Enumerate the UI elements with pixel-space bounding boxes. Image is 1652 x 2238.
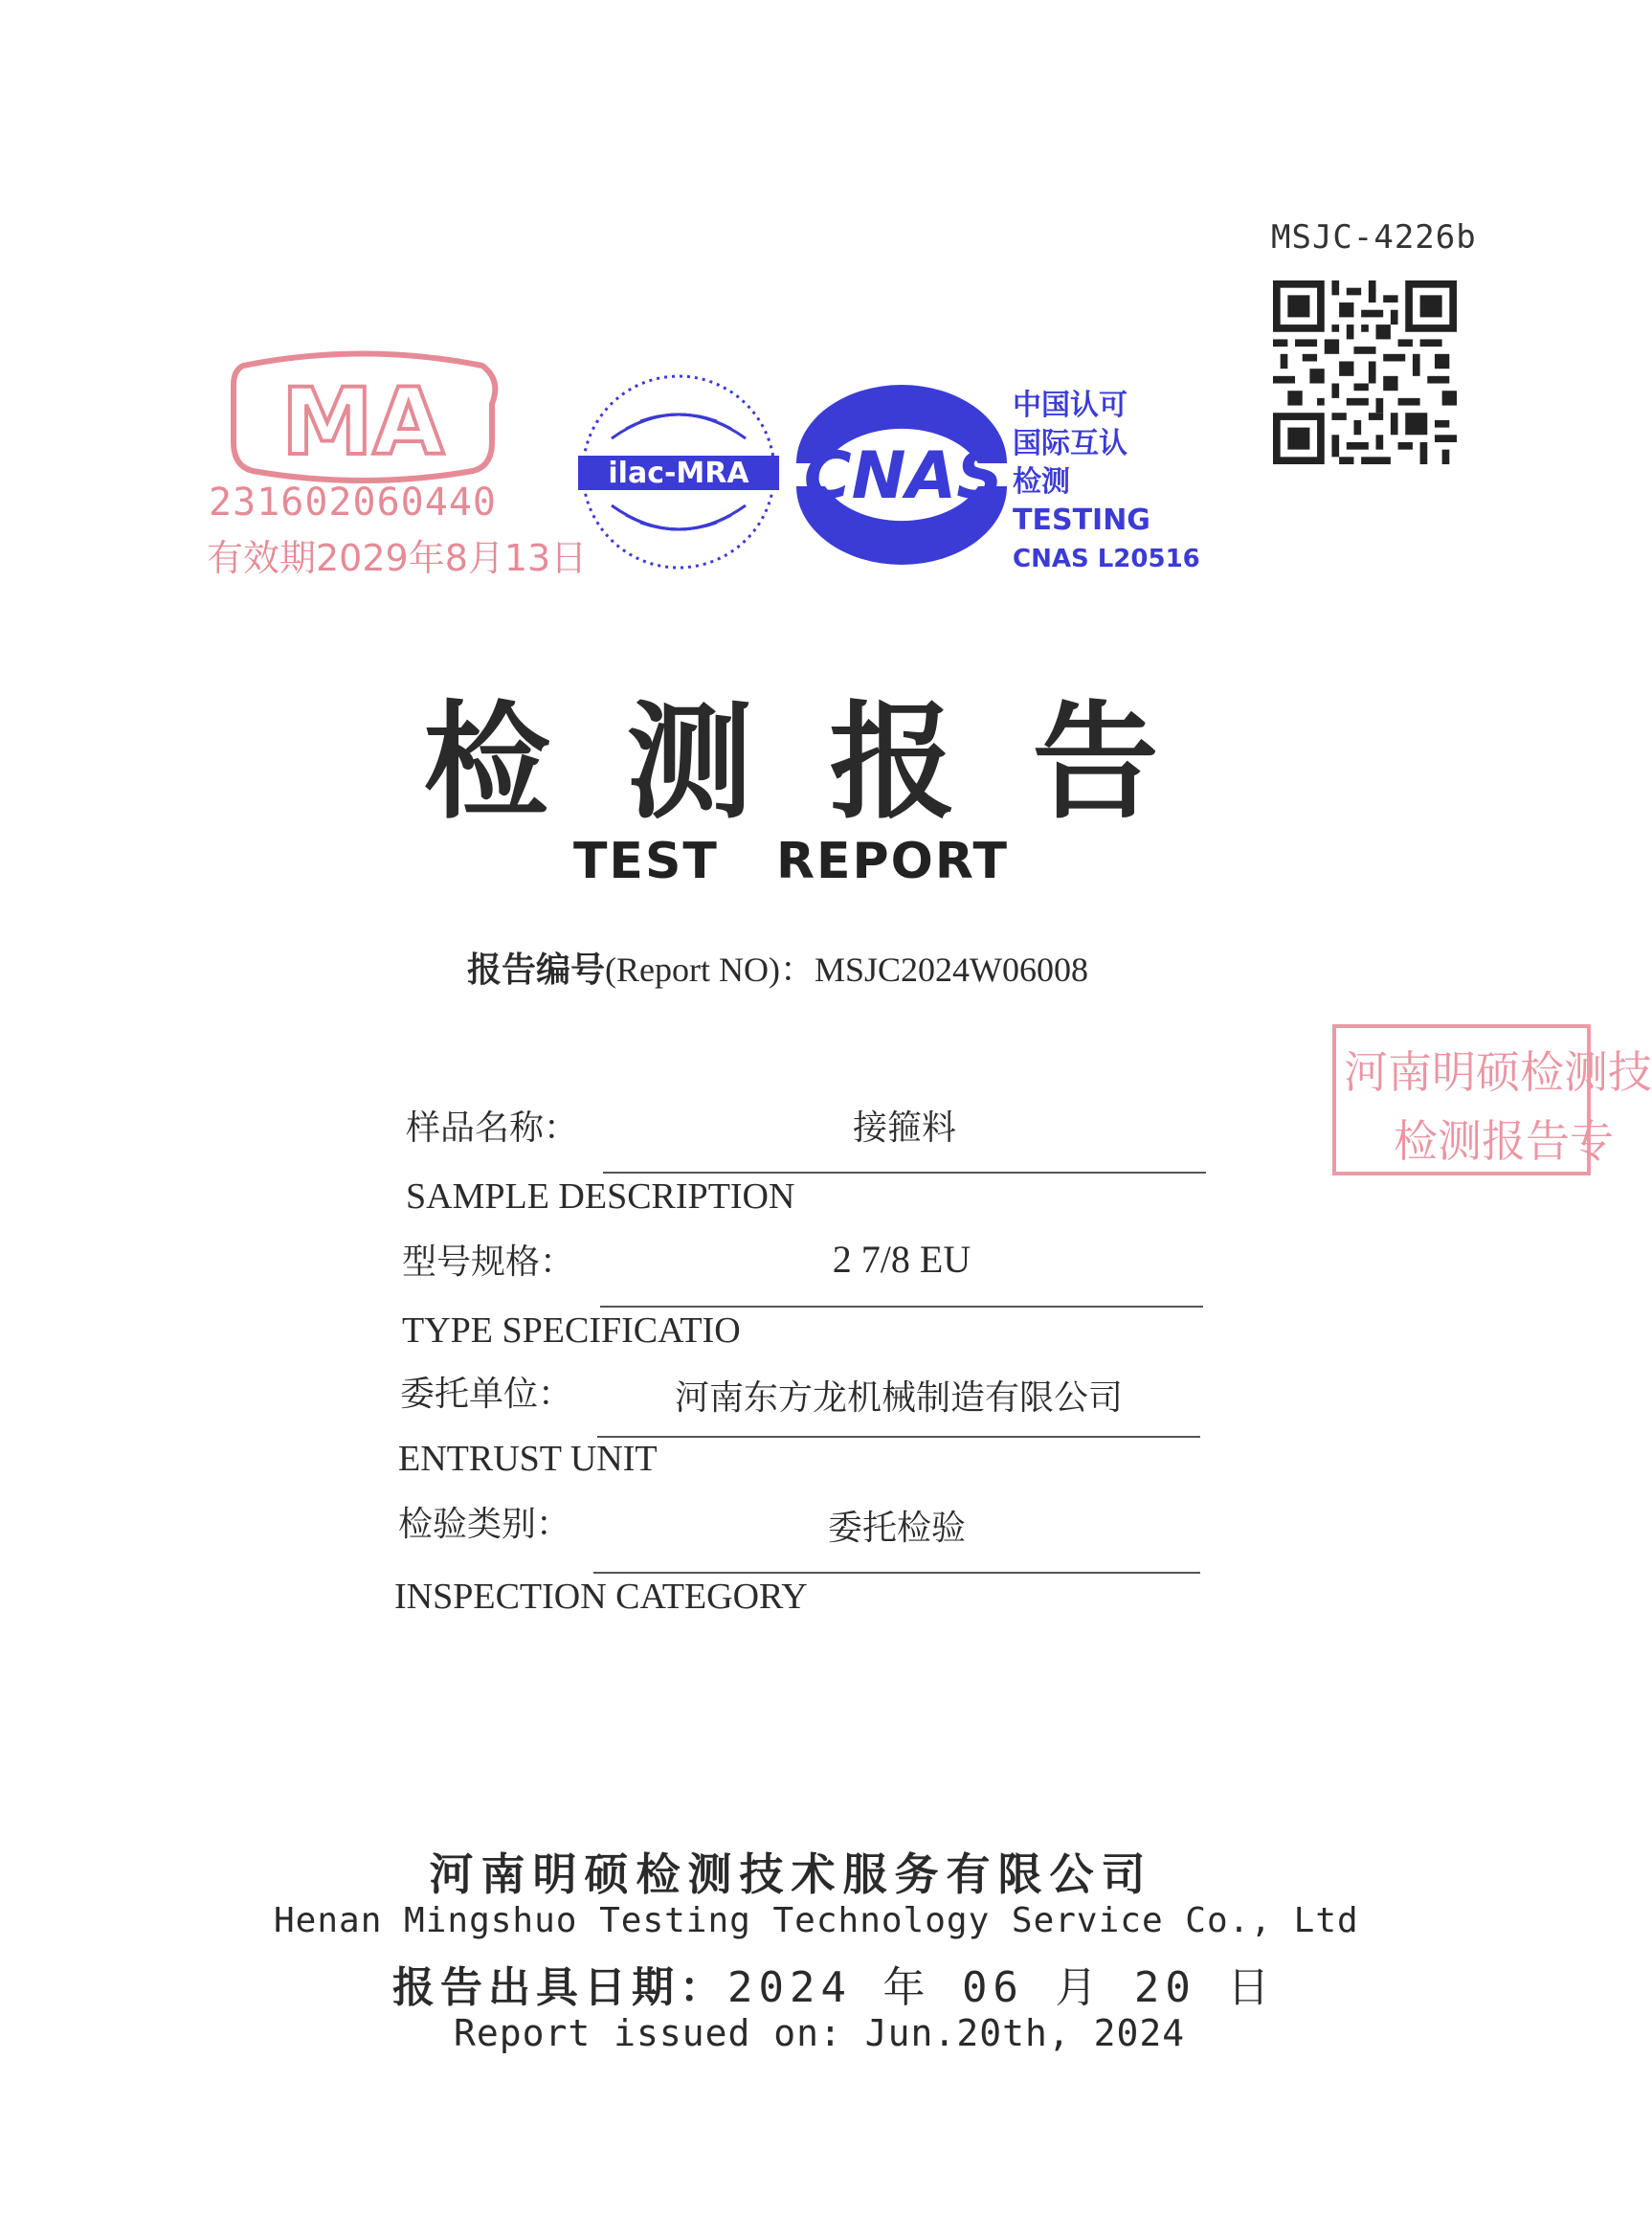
report-number-value: MSJC2024W06008 (814, 951, 1089, 989)
stamp-line-2: 检测报告专 (1394, 1115, 1614, 1167)
ilac-text: ilac-MRA (608, 457, 749, 490)
report-number (467, 943, 1088, 992)
sample-label-cn: 样品名称： (406, 1108, 579, 1148)
cma-number: 231602060440 (209, 481, 497, 525)
issue-date-label: 报告出具日期： (392, 1963, 727, 2012)
sample-underline (603, 1172, 1206, 1174)
cnas-line-1: 中国认可 (1013, 389, 1127, 422)
entrust-underline (597, 1436, 1200, 1438)
category-label-en: INSPECTION CATEGORY (394, 1577, 808, 1617)
cnas-code: CNAS L20516 (1013, 545, 1200, 573)
issue-date-value: 2024 年 06 月 20 日 (727, 1963, 1276, 2012)
type-label-cn: 型号规格： (402, 1242, 575, 1282)
cnas-line-3: 检测 (1013, 465, 1070, 499)
entrust-value: 河南东方龙机械制造有限公司 (674, 1378, 1123, 1418)
cnas-caption (1013, 387, 1200, 578)
cma-valid-until: 有效期2029年8月13日 (207, 537, 588, 579)
entrust-label-cn: 委托单位： (400, 1375, 573, 1414)
issue-date-en: Report issued on: Jun.20th, 2024 (454, 2012, 1186, 2054)
entrust-label-en: ENTRUST UNIT (398, 1439, 658, 1479)
report-title-cn: 检测报告 (423, 688, 1236, 837)
cnas-logo (787, 387, 1016, 563)
company-name-cn: 河南明硕检测技术服务有限公司 (429, 1848, 1153, 1900)
ilac-mra-logo (578, 371, 779, 572)
cma-logo-text: MA (281, 369, 444, 476)
issue-date-cn (392, 1953, 1275, 2014)
cnas-line-2: 国际互认 (1013, 427, 1127, 460)
company-name-en: Henan Mingshuo Testing Technology Service Co., Ltd (274, 1901, 1359, 1940)
stamp-line-1: 河南明硕检测技 (1344, 1046, 1652, 1098)
category-underline (593, 1572, 1200, 1574)
type-underline (600, 1306, 1203, 1308)
sample-value: 接箍料 (852, 1108, 956, 1148)
cnas-testing: TESTING (1013, 504, 1150, 537)
type-value: 2 7/8 EU (832, 1238, 971, 1281)
qr-code (1273, 278, 1457, 467)
report-number-label: 报告编号 (467, 951, 606, 990)
category-value: 委托检验 (827, 1509, 966, 1548)
type-label-en: TYPE SPECIFICATIO (402, 1310, 741, 1351)
cnas-logo-text: CNAS (803, 438, 1004, 514)
report-number-label-en: (Report NO)： (605, 951, 815, 989)
document-code: MSJC-4226b (1271, 218, 1477, 257)
category-label-cn: 检验类别： (398, 1505, 571, 1544)
report-seal-stamp (1332, 1024, 1652, 1175)
report-title-en: TEST REPORT (572, 833, 1010, 890)
sample-label-en: SAMPLE DESCRIPTION (406, 1176, 795, 1217)
